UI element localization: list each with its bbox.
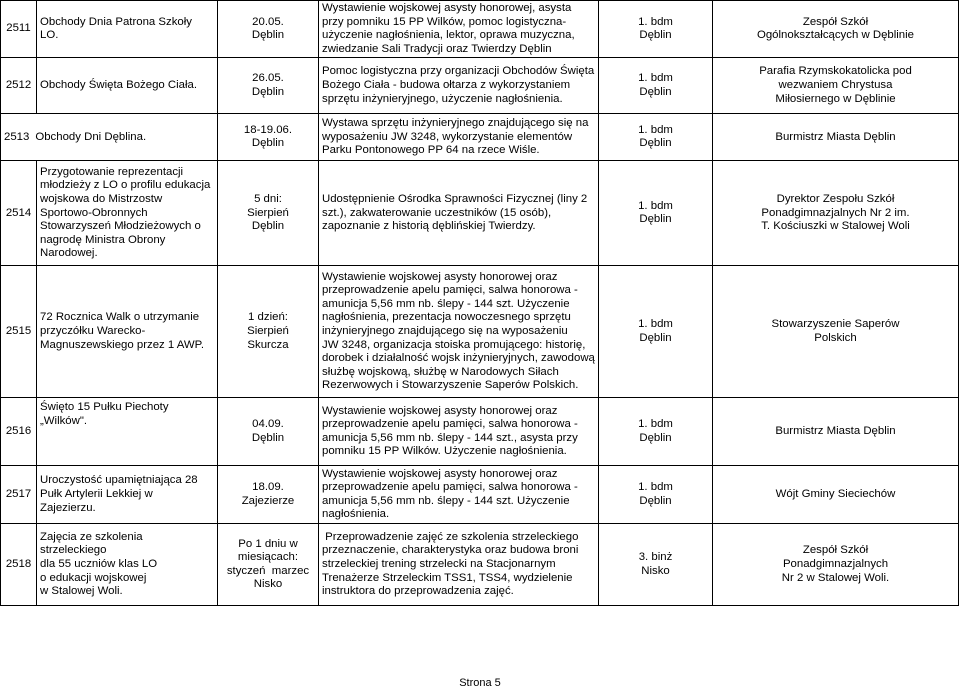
event-date-place: 26.05. Dęblin: [218, 58, 319, 114]
table-row: [1, 398, 959, 466]
organizer: Wójt Gminy Sieciechów: [713, 466, 959, 524]
event-name: Zajęcia ze szkolenia strzeleckiego dla 55 uczniów klas LO o edukacji wojskowej w Stalowej Woli.: [37, 524, 218, 606]
responsible-unit: 1. bdm Dęblin: [599, 161, 713, 266]
event-description: Wystawienie wojskowej asysty honorowej, asysta przy pomniku 15 PP Wilków, pomoc logistyczna- użyczenie nagłośnienia, lektor, oprawa muzyczna, zwiedzanie Sali Tradycji oraz Twierdzy Dęblin: [319, 1, 599, 58]
event-name: Przygotowanie reprezentacji młodzieży z LO o profilu edukacja wojskowa do Mistrzostw Sportowo-Obronnych Stowarzyszeń Młodzieżowych o nagrodę Ministra Obrony Narodowej.: [37, 161, 218, 266]
table-row: [1, 114, 959, 161]
event-date-place: 18-19.06. Dęblin: [218, 114, 319, 161]
organizer: Burmistrz Miasta Dęblin: [713, 398, 959, 466]
row-number: 2512: [1, 58, 37, 114]
event-name: 2513 Obchody Dni Dęblina.: [1, 114, 218, 161]
table-row: [1, 266, 959, 398]
responsible-unit: 1. bdm Dęblin: [599, 466, 713, 524]
event-description: Pomoc logistyczna przy organizacji Obchodów Święta Bożego Ciała - budowa ołtarza z wykorzystaniem sprzętu inżynieryjnego, użyczenie nagłośnienia.: [319, 58, 599, 114]
table-row: [1, 524, 959, 606]
event-date-place: 1 dzień: Sierpień Skurcza: [218, 266, 319, 398]
organizer: Dyrektor Zespołu Szkół Ponadgimnazjalnych Nr 2 im. T. Kościuszki w Stalowej Woli: [713, 161, 959, 266]
row-number: 2516: [1, 398, 37, 466]
event-name: Uroczystość upamiętniająca 28 Pułk Artylerii Lekkiej w Zajezierzu.: [37, 466, 218, 524]
responsible-unit: 3. binż Nisko: [599, 524, 713, 606]
event-date-place: 5 dni: Sierpień Dęblin: [218, 161, 319, 266]
row-number: 2515: [1, 266, 37, 398]
table-row: [1, 58, 959, 114]
responsible-unit: 1. bdm Dęblin: [599, 58, 713, 114]
event-name: Święto 15 Pułku Piechoty „Wilków".: [37, 398, 218, 466]
table-row: [1, 1, 959, 58]
page-number: Strona 5: [459, 677, 501, 689]
event-date-place: Po 1 dniu w miesiącach: styczeń marzec Nisko: [218, 524, 319, 606]
responsible-unit: 1. bdm Dęblin: [599, 266, 713, 398]
event-description: Wystawa sprzętu inżynieryjnego znajdującego się na wyposażeniu JW 3248, wykorzystanie elementów Parku Pontonowego PP 64 na rzece Wiśle.: [319, 114, 599, 161]
row-number: 2514: [1, 161, 37, 266]
table-row: [1, 161, 959, 266]
row-number: 2513: [4, 130, 30, 143]
responsible-unit: 1. bdm Dęblin: [599, 1, 713, 58]
organizer: Burmistrz Miasta Dęblin: [713, 114, 959, 161]
event-name: Obchody Dnia Patrona Szkoły LO.: [37, 1, 218, 58]
responsible-unit: 1. bdm Dęblin: [599, 398, 713, 466]
responsible-unit: 1. bdm Dęblin: [599, 114, 713, 161]
event-date-place: 04.09. Dęblin: [218, 398, 319, 466]
event-name: 72 Rocznica Walk o utrzymanie przyczółku Warecko- Magnuszewskiego przez 1 AWP.: [37, 266, 218, 398]
event-description: Wystawienie wojskowej asysty honorowej oraz przeprowadzenie apelu pamięci, salwa honorowa - amunicja 5,56 mm nb. ślepy - 144 szt., asysta przy pomniku 15 PP Wilków. Użyczenie nagłośnienia.: [319, 398, 599, 466]
event-name: Obchody Święta Bożego Ciała.: [37, 58, 218, 114]
row-number: 2511: [1, 1, 37, 58]
event-description: Wystawienie wojskowej asysty honorowej oraz przeprowadzenie apelu pamięci, salwa honorowa - amunicja 5,56 mm nb. ślepy - 144 szt. Użyczenie nagłośnienia.: [319, 466, 599, 524]
organizer: Zespół Szkół Ponadgimnazjalnych Nr 2 w Stalowej Woli.: [713, 524, 959, 606]
event-description: Udostępnienie Ośrodka Sprawności Fizycznej (liny 2 szt.), zakwaterowanie uczestników (15 osób), zapoznanie z historią dęblińskiej Twierdzy.: [319, 161, 599, 266]
organizer: Stowarzyszenie Saperów Polskich: [713, 266, 959, 398]
organizer: Zespół Szkół Ogólnokształcących w Dęblinie: [713, 1, 959, 58]
event-description: Przeprowadzenie zajęć ze szkolenia strzeleckiego przeznaczenie, charakterystyka oraz budowa broni strzeleckiej trening strzelecki na Stacjonarnym Trenażerze Strzeleckim TSS1, TSS4, wydzielenie instruktora do przeprowadzenia zajęć.: [319, 524, 599, 606]
event-date-place: 18.09. Zajezierze: [218, 466, 319, 524]
event-date-place: 20.05. Dęblin: [218, 1, 319, 58]
organizer: Parafia Rzymskokatolicka pod wezwaniem Chrystusa Miłosiernego w Dęblinie: [713, 58, 959, 114]
event-description: Wystawienie wojskowej asysty honorowej oraz przeprowadzenie apelu pamięci, salwa honorowa - amunicja 5,56 mm nb. ślepy - 144 szt. Użyczenie nagłośnienia, prezentacja nowoczesnego sprzętu inżynieryjnego znajdującego się na wyposażeniu JW 3248, organizacja stoiska promującego: historię, dorobek i działalność wojsk inżynieryjnych, zawodową służbę wojskową, służbę w Narodowych Siłach Rezerwowych i Stowarzyszenie Saperów Polskich.: [319, 266, 599, 398]
table-row: [1, 466, 959, 524]
row-number: 2518: [1, 524, 37, 606]
row-number: 2517: [1, 466, 37, 524]
